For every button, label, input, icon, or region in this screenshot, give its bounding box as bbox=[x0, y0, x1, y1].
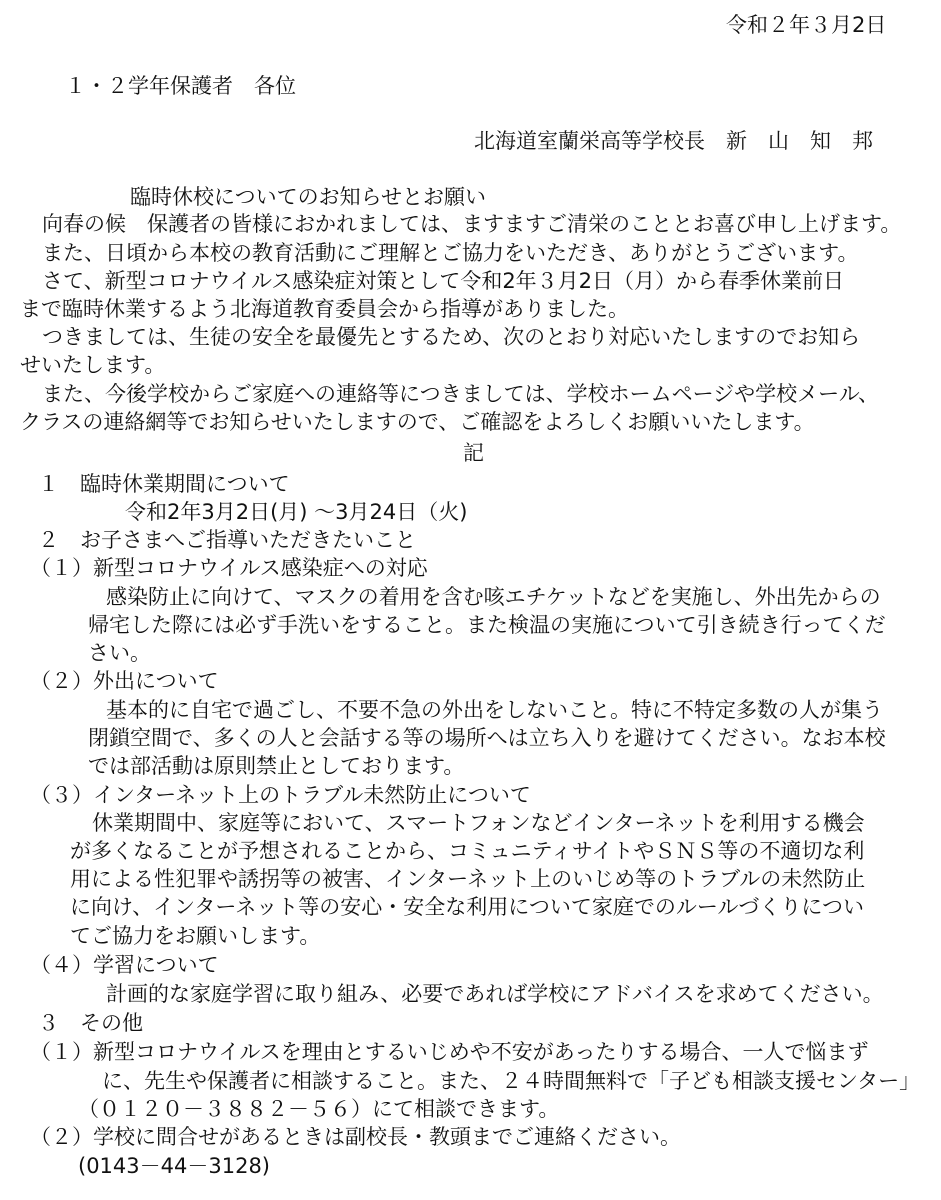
intro-line: また、今後学校からご家庭への連絡等につきましては、学校ホームページや学校メール、 bbox=[42, 382, 880, 406]
item-2-4-heading: （４）学習について bbox=[30, 953, 219, 977]
document-date: 令和２年３月2日 bbox=[726, 13, 887, 37]
section-3-heading: ３ その他 bbox=[38, 1011, 143, 1035]
intro-line: つきましては、生徒の安全を最優先とするため、次のとおり対応いたしますのでお知ら bbox=[42, 325, 861, 349]
item-2-2-line: では部活動は原則禁止としております。 bbox=[88, 754, 465, 778]
section-1-heading: １ 臨時休業期間について bbox=[38, 472, 290, 496]
item-2-3-line: が多くなることが予想されることから、コミュニティサイトやＳＮＳ等の不適切な利 bbox=[70, 839, 865, 863]
item-2-3-line: てご協力をお願いします。 bbox=[70, 924, 321, 948]
intro-line: また、日頃から本校の教育活動にご理解とご協力をいただき、ありがとうございます。 bbox=[42, 241, 859, 265]
item-2-3-line: 休業期間中、家庭等において、スマートフォンなどインターネットを利用する機会 bbox=[92, 811, 865, 835]
ki-mark: 記 bbox=[463, 441, 484, 465]
intro-line: まで臨時休業するよう北海道教育委員会から指導がありました。 bbox=[20, 297, 629, 321]
item-2-2-line: 閉鎖空間で、多くの人と会話する等の場所へは立ち入りを避けてください。なお本校 bbox=[88, 726, 886, 750]
section-2-heading: ２ お子さまへご指導いただきたいこと bbox=[38, 528, 416, 552]
intro-line: せいたします。 bbox=[20, 353, 166, 377]
closure-period: 令和2年3月2日(月) ～3月24日（火) bbox=[125, 500, 468, 524]
item-2-3-line: 用による性犯罪や誘拐等の被害、インターネット上のいじめ等のトラブルの未然防止 bbox=[70, 867, 866, 891]
item-2-1-heading: （１）新型コロナウイルス感染症への対応 bbox=[30, 556, 428, 580]
item-2-3-heading: （３）インターネット上のトラブル未然防止について bbox=[30, 783, 531, 807]
item-3-1-line: に、先生や保護者に相談すること。また、２４時間無料で「子ども相談支援センター」 bbox=[102, 1069, 921, 1093]
intro-line: 向春の候 保護者の皆様におかれましては、ますますご清栄のこととお喜び申し上げます。 bbox=[42, 212, 902, 236]
item-3-1-line: （０１２０－３８８２－５６）にて相談できます。 bbox=[78, 1097, 560, 1121]
item-2-3-line: に向け、インターネット等の安心・安全な利用について家庭でのルールづくりについ bbox=[70, 895, 865, 919]
item-2-2-heading: （２）外出について bbox=[30, 669, 219, 693]
school-phone-number: (0143－44－3128) bbox=[78, 1154, 270, 1178]
recipient-line: １・２学年保護者 各位 bbox=[65, 74, 296, 98]
item-2-1-line: 感染防止に向けて、マスクの着用を含む咳エチケットなどを実施し、外出先からの bbox=[106, 585, 881, 609]
item-3-1-line: （１）新型コロナウイルスを理由とするいじめや不安があったりする場合、一人で悩まず bbox=[30, 1040, 869, 1064]
item-2-4-line: 計画的な家庭学習に取り組み、必要であれば学校にアドバイスを求めてください。 bbox=[106, 982, 884, 1006]
item-2-2-line: 基本的に自宅で過ごし、不要不急の外出をしないこと。特に不特定多数の人が集う bbox=[106, 698, 883, 722]
sender-line: 北海道室蘭栄高等学校長 新 山 知 邦 bbox=[474, 129, 873, 153]
intro-line: クラスの連絡網等でお知らせいたしますので、ご確認をよろしくお願いいたします。 bbox=[20, 410, 815, 434]
intro-line: さて、新型コロナウイルス感染症対策として令和2年３月2日（月）から春季休業前日 bbox=[42, 269, 845, 293]
item-2-1-line: 帰宅した際には必ず手洗いをすること。また検温の実施について引き続き行ってくだ bbox=[88, 613, 886, 637]
item-2-1-line: さい。 bbox=[88, 641, 151, 665]
notice-title: 臨時休校についてのお知らせとお願い bbox=[130, 185, 486, 209]
item-3-2-line: （２）学校に問合せがあるときは副校長・教頭までご連絡ください。 bbox=[30, 1125, 681, 1149]
